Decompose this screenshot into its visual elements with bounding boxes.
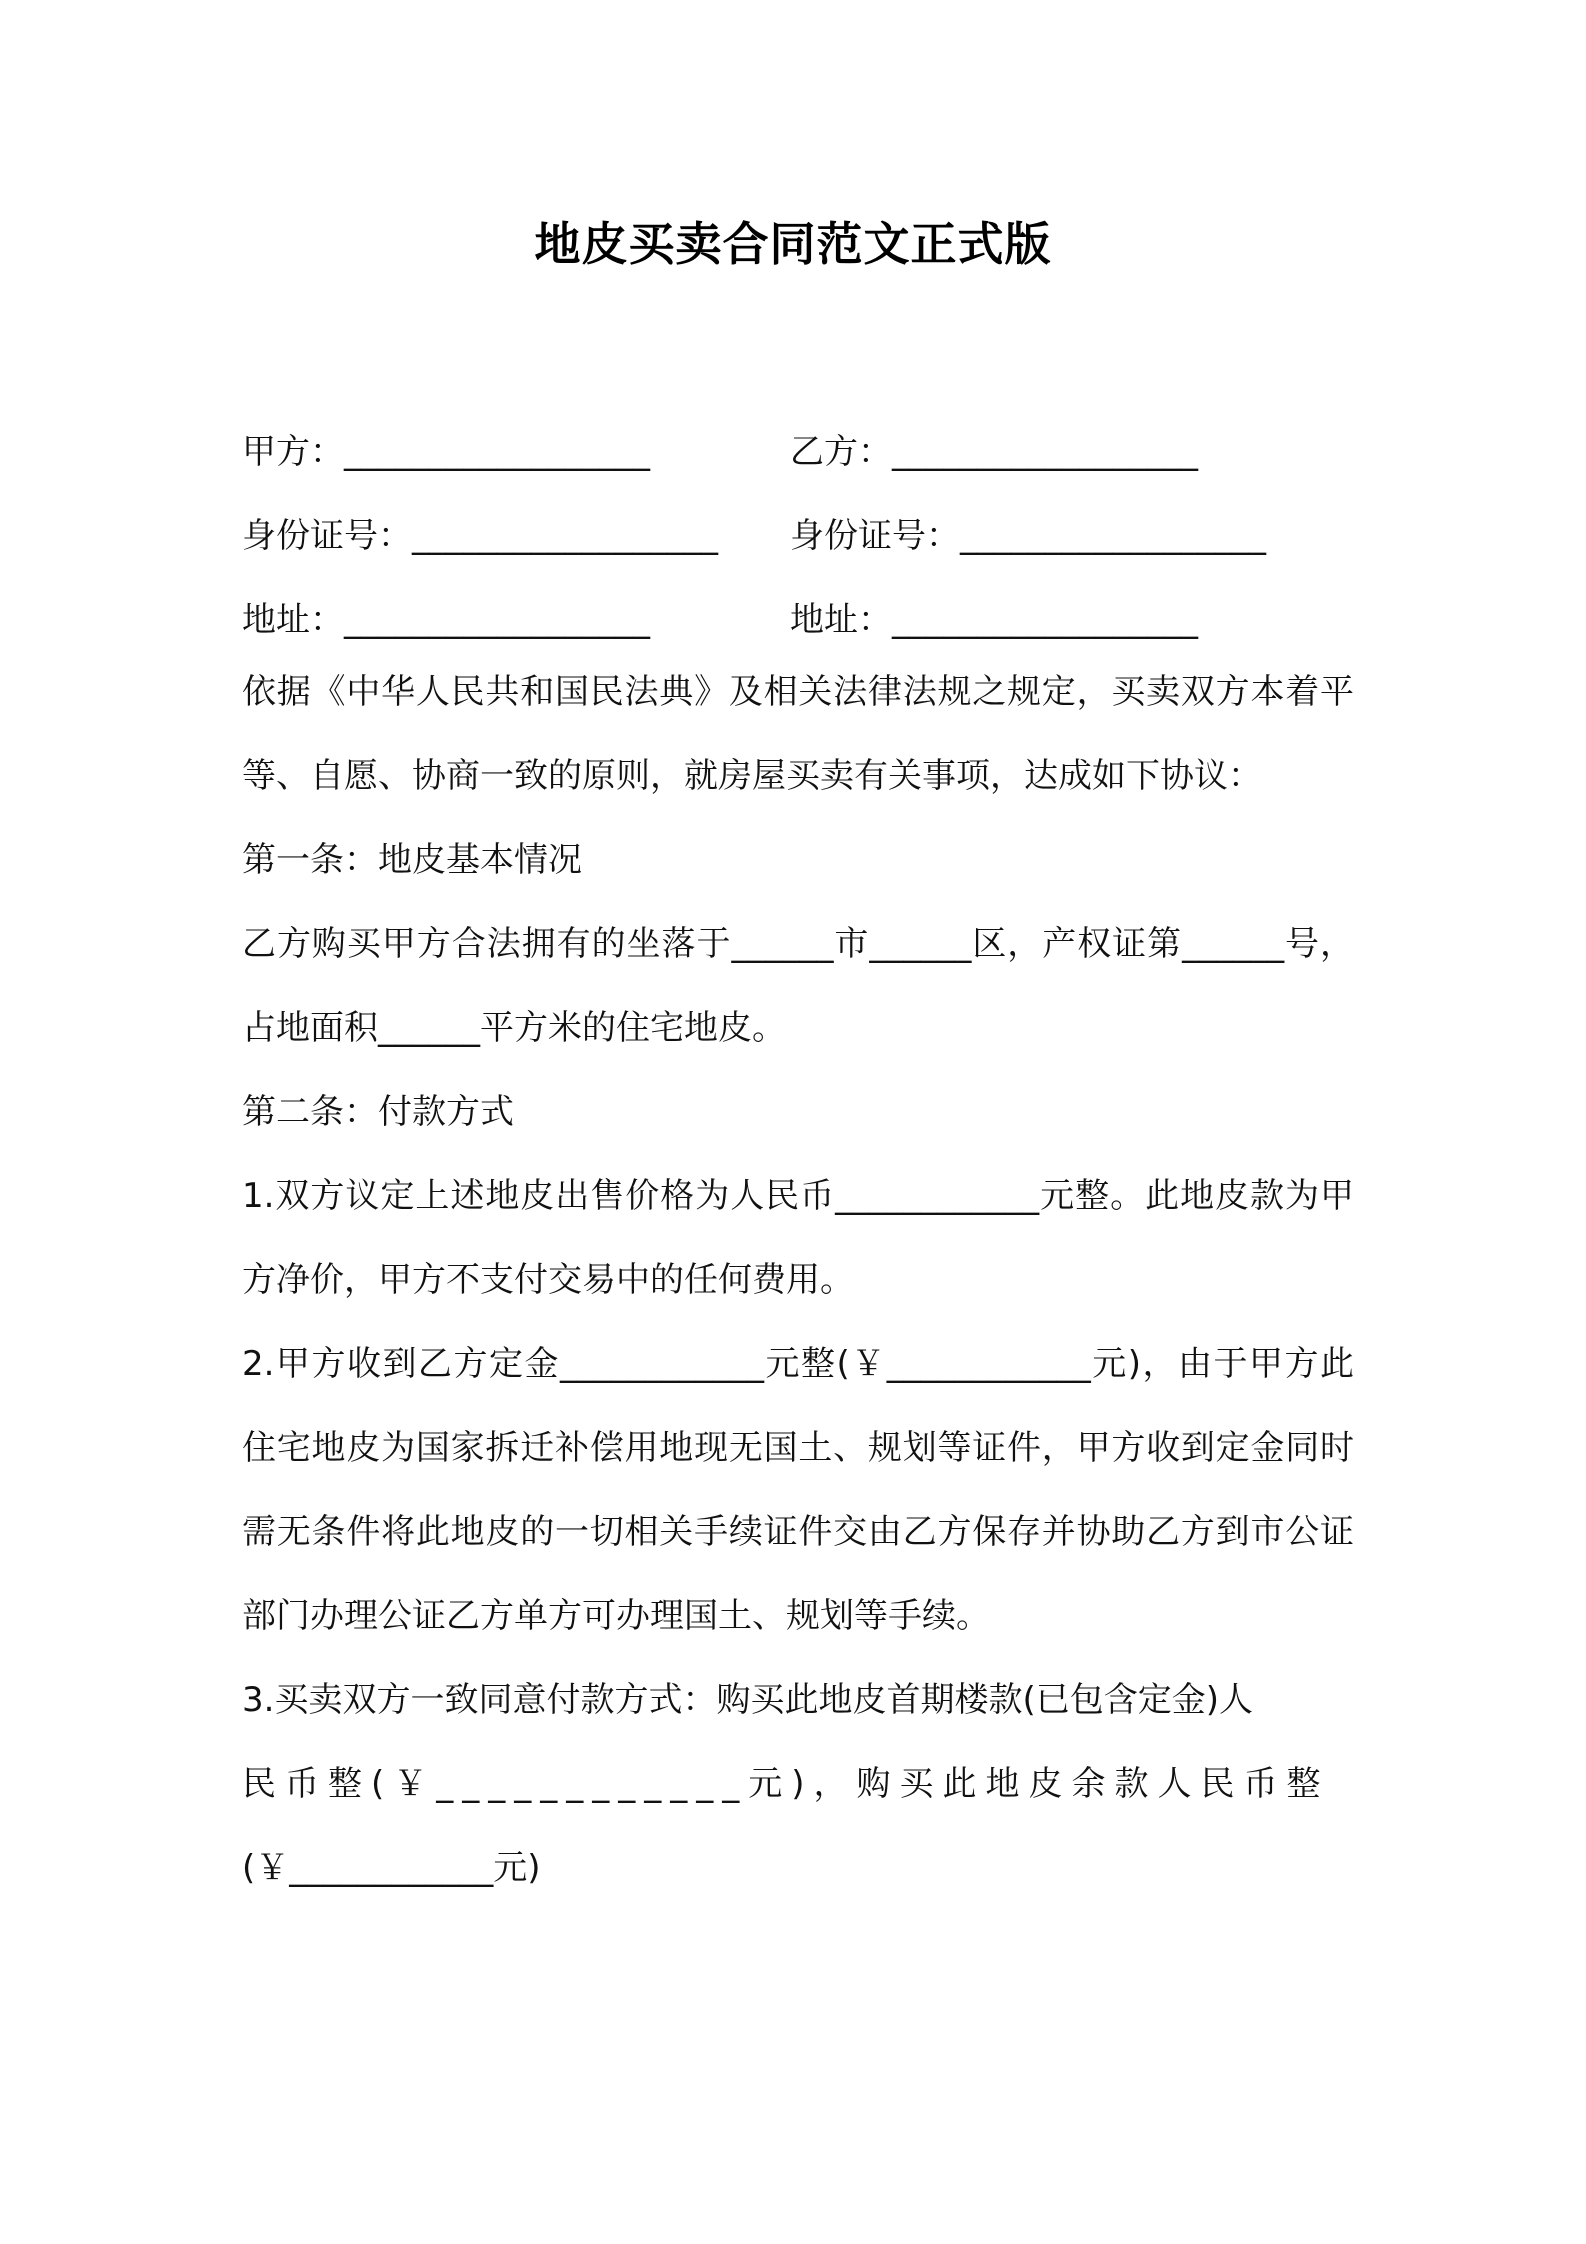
- article-2-clause-3-line-2: 民币整(￥____________元)，购买此地皮余款人民币整: [242, 1764, 1330, 1804]
- article-1-text: 乙方购买甲方合法拥有的坐落于______市______区，产权证第______号，占地面积______平方米的住宅地皮。: [242, 924, 1354, 1048]
- party-id-row: [242, 494, 1362, 578]
- article-2-clause-1: 1.双方议定上述地皮出售价格为人民币____________元整。此地皮款为甲方净价，甲方不支付交易中的任何费用。: [242, 1176, 1354, 1300]
- party-name-row: [242, 410, 1362, 494]
- party-b-name-field: 乙方：__________________: [790, 432, 1198, 472]
- article-2-clause-3-line-1: 3.买卖双方一致同意付款方式：购买此地皮首期楼款(已包含定金)人: [242, 1680, 1253, 1720]
- party-b-id-field: 身份证号：__________________: [790, 516, 1266, 556]
- document-title: 地皮买卖合同范文正式版: [534, 217, 1052, 271]
- parties-block: [242, 410, 1362, 662]
- preamble-paragraph: 依据《中华人民共和国民法典》及相关法律法规之规定，买卖双方本着平等、自愿、协商一致的原则，就房屋买卖有关事项，达成如下协议：: [242, 672, 1354, 796]
- party-a-name-field: 甲方：__________________: [242, 432, 650, 472]
- article-2-clause-3-line-3: (￥____________元): [242, 1848, 541, 1888]
- article-1-heading: 第一条：地皮基本情况: [242, 840, 582, 880]
- party-b-address-field: 地址：__________________: [790, 600, 1198, 640]
- article-2-clause-2: 2.甲方收到乙方定金____________元整(￥____________元)，由于甲方此住宅地皮为国家拆迁补偿用地现无国土、规划等证件，甲方收到定金同时需无条件将此地皮的一切相关手续证件交由乙方保存并协助乙方到市公证部门办理公证乙方单方可办理国土、规划等手续。: [242, 1344, 1354, 1636]
- article-2-heading: 第二条：付款方式: [242, 1092, 514, 1132]
- contract-body: [242, 650, 1354, 1910]
- party-a-id-field: 身份证号：__________________: [242, 516, 718, 556]
- party-a-address-field: 地址：__________________: [242, 600, 650, 640]
